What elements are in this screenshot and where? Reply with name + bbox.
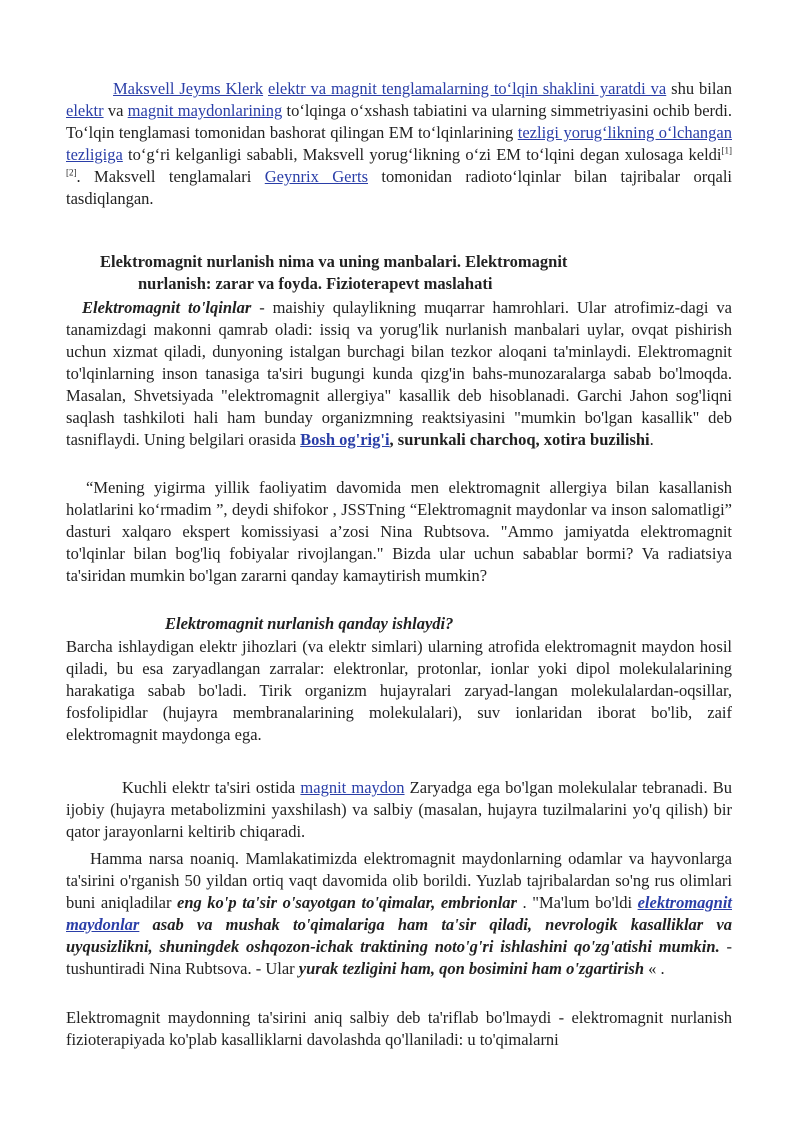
paragraph-quote bbox=[66, 477, 732, 587]
text: shu bilan bbox=[666, 79, 732, 98]
text: to‘lqinga o‘xshash tabiatini va ularning simmetriyasini ochib berdi. To‘lqin tenglamasi tomonidan bashorat qilingan EM to‘lqinlarining bbox=[66, 101, 732, 142]
text: . Maksvell tenglamalari bbox=[76, 167, 265, 186]
text: to‘g‘ri kelganligi sababli, Maksvell yorug‘likning o‘zi EM to‘lqini degan xulosaga keldi bbox=[122, 145, 722, 164]
paragraph-strong-field bbox=[66, 777, 732, 843]
text-bold-italic: eng ko'p ta'sir o'sayotgan to'qimalar, embrionlar bbox=[177, 893, 517, 912]
paragraph-maxwell bbox=[66, 78, 732, 210]
link-maxwell[interactable]: Maksvell Jeyms Klerk bbox=[113, 79, 264, 98]
lead-term: Elektromagnit to'lqinlar bbox=[82, 298, 252, 317]
text: . "Ma'lum bo'ldi bbox=[516, 893, 638, 912]
link-magnit-maydon[interactable]: magnit maydonlarining bbox=[127, 101, 283, 120]
text: Barcha ishlaydigan elektr jihozlari (va elektr simlari) ularning atrofida elektromagnit maydon hosil qiladi, bu esa zaryadlangan zarralar: elektronlar, protonlar, ionlar yoki dipol molekulalarining harakatiga sabab bo'ladi. Tirik organizm hujayralari zaryad-langan molekulalardan-oqsillar, fosfolipidlar (hujayra membranalarining molekulalari), suv ionlaridan iborat bo'lib, zaif elektromagnit maydonga ega. bbox=[66, 637, 732, 744]
footnote-refs[interactable]: [1] [2] bbox=[66, 145, 732, 178]
link-speed-of-light[interactable]: tezligi yorug‘likning o‘lchangan tezligiga bbox=[66, 123, 732, 164]
heading-line-2: nurlanish: zarar va foyda. Fizioterapevt maslahati bbox=[138, 274, 493, 293]
heading-line-1: Elektromagnit nurlanish nima va uning manbalari. Elektromagnit bbox=[100, 252, 568, 271]
text: - maishiy qulaylikning muqarrar hamrohlari. Ular atrofimiz-dagi va tanamizdagi makonni qamrab oladi: issiq va yorug'lik nurlanish manbalari uylar, ovqat pishirish uchun xizmat qiladi, dunyoning istalgan burchagi bilan tezkor aloqani ta'minlaydi. Elektromagnit to'lqinlarning inson tanasiga ta'siri bugungi kunda qizg'in bahs-munozaralarga sabab bo'lmoqda. Masalan, Shvetsiyada "elektromagnit allergiya" kasallik deb hisoblanadi. Garchi Jahon sog'liqni saqlash tashkiloti hali ham bunday organizmning reaktsiyasini "mumkin bo'lgan kasallik" deb tasniflaydi. Uning belgilari orasida bbox=[66, 298, 732, 449]
text-bold: , surunkali charchoq, xotira buzilishi bbox=[389, 430, 650, 449]
text: . bbox=[649, 430, 654, 449]
section-heading bbox=[100, 251, 700, 295]
text: - tushuntiradi Nina Rubtsova. - Ular bbox=[66, 937, 732, 978]
subheading: Elektromagnit nurlanish qanday ishlaydi? bbox=[165, 614, 454, 633]
text-bold-italic: yurak tezligini ham, qon bosimini ham o'zgartirish bbox=[298, 959, 645, 978]
text: Elektromagnit maydonning ta'sirini aniq salbiy deb ta'riflab bo'lmaydi - elektromagnit nurlanish fizioterapiyada ko'plab kasalliklarni davolashda qo'llaniladi: u to'qimalarni bbox=[66, 1008, 732, 1049]
text: “Mening yigirma yillik faoliyatim davomida men elektromagnit allergiya bilan kasallanish holatlarini ko‘rmadim ”, deydi shifokor , JSSTning “Elektromagnit maydonlar va inson salomatligi” dasturi xalqaro ekspert komissiyasi a’zosi Nina Rubtsova. "Ammo jamiyatda elektromagnit to'lqinlar bilan bog'liq fobiyalar rivojlangan." Bizda ular uchun sabablar bormi? Va radiatsiya ta'siridan mumkin bo'lgan zararni qanday kamaytirish mumkin? bbox=[66, 478, 732, 585]
text: Kuchli elektr ta'siri ostida bbox=[122, 778, 301, 797]
link-magnetic-field[interactable]: magnit maydon bbox=[300, 778, 405, 797]
link-equations[interactable]: elektr va magnit tenglamalarning to‘lqin shaklini yaratdi va bbox=[268, 79, 667, 98]
text: tomonidan radioto‘lqinlar bilan tajribalar orqali tasdiqlangan. bbox=[66, 167, 733, 208]
paragraph-how-it-works bbox=[66, 636, 732, 746]
paragraph-em-waves bbox=[66, 297, 732, 451]
text: Zaryadga ega bo'lgan molekulalar tebranadi. Bu ijobiy (hujayra metabolizmini yaxshilash) va salbiy (masalan, hujayra tuzilmalarini yo'q qilish) bir qator jarayonlarni keltirib chiqaradi. bbox=[66, 778, 732, 841]
text: Hamma narsa noaniq. Mamlakatimizda elektromagnit maydonlarning odamlar va hayvonlarga ta'sirini o'rganish 50 yildan ortiq vaqt davomida olib borildi. Yuzlab tajribalardan so'ng rus olimlari buni aniqladilar bbox=[66, 849, 732, 912]
link-elektr[interactable]: elektr bbox=[66, 101, 104, 120]
text-bold-italic: asab va mushak to'qimalariga ham ta'sir qiladi, nevrologik kasalliklar va uyqusizlikni, shuningdek oshqozon-ichak traktining noto'g'ri ishlashini qo'zg'atishi mumkin. bbox=[66, 915, 732, 956]
text: « . bbox=[644, 959, 665, 978]
text: va bbox=[103, 101, 128, 120]
link-em-fields[interactable]: elektromagnit maydonlar bbox=[66, 893, 733, 934]
link-headache[interactable]: Bosh og'rig'i bbox=[300, 430, 390, 449]
link-hertz[interactable]: Geynrix Gerts bbox=[264, 167, 368, 186]
paragraph-physiotherapy bbox=[66, 1007, 732, 1051]
paragraph-research bbox=[66, 848, 732, 980]
